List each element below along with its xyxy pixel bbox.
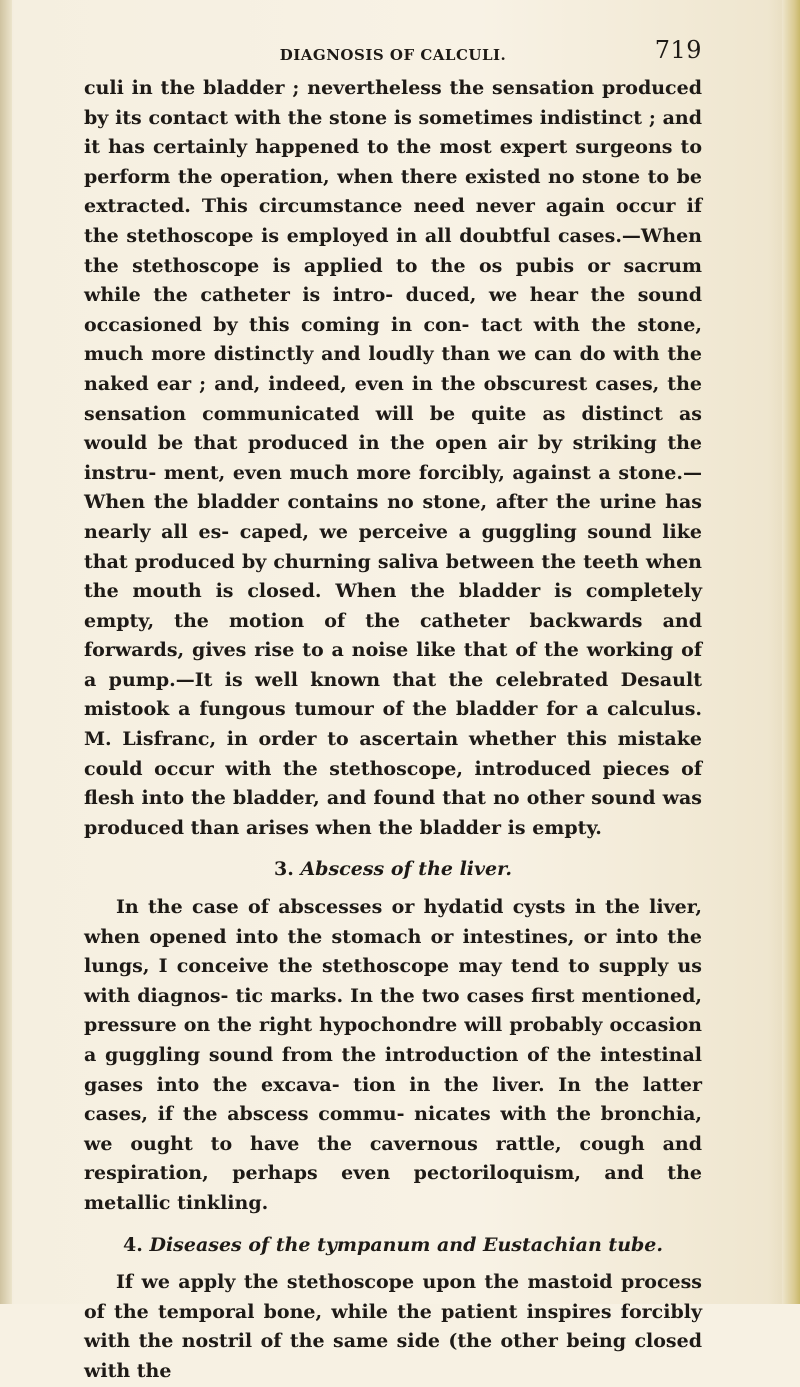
page-number: 719 (654, 36, 702, 64)
running-header (84, 34, 702, 74)
paragraph-calculi: culi in the bladder ; nevertheless the sensation produced by its contact with the stone is sometimes indistinct ; and it has certainly happened to the most expert surgeons to perform the operation, when there existed no stone to be extracted. This circumstance need never again occur if the stethoscope is employed in all doubtful cases.—When the stethoscope is applied to the os pubis or sacrum while the catheter is intro- duced, we hear the sound occasioned by this coming in con- tact with the stone, much more distinctly and loudly than we can do with the naked ear ; and, indeed, even in the obscurest cases, the sensation communicated will be quite as distinct as would be that produced in the open air by striking the instru- ment, even much more forcibly, against a stone.—When the bladder contains no stone, after the urine has nearly all es- caped, we perceive a guggling sound like that produced by churning saliva between the teeth when the mouth is closed. When the bladder is completely empty, the motion of the catheter backwards and forwards, gives rise to a noise like that of the working of a pump.—It is well known that the celebrated Desault mistook a fungous tumour of the bladder for a calculus. M. Lisfranc, in order to ascertain whether this mistake could occur with the stethoscope, introduced pieces of flesh into the bladder, and found that no other sound was produced than arises when the bladder is empty. (84, 77, 702, 839)
section-heading-liver (84, 855, 702, 885)
section-number: 4. (123, 1233, 143, 1256)
page-text (84, 34, 702, 1387)
section-number: 3. (273, 858, 294, 881)
page-left-edge (0, 0, 12, 1304)
paragraph-tympanum: If we apply the stethoscope upon the mastoid process of the temporal bone, while the patient inspires forcibly with the nostril of the same side (the other being closed with the (84, 1271, 702, 1382)
section-heading-tympanum (84, 1231, 702, 1261)
section-title: Diseases of the tympanum and Eustachian tube. (149, 1233, 663, 1256)
paragraph-liver: In the case of abscesses or hydatid cysts in the liver, when opened into the stomach or intestines, or into the lungs, I conceive the stethoscope may tend to supply us with diagnos- tic marks. In the two cases first mentioned, pressure on the right hypochondre will probably occasion a guggling sound from the introduction of the intestinal gases into the excava- tion in the liver. In the latter cases, if the abscess commu- nicates with the bronchia, we ought to have the cavernous rattle, cough and respiration, perhaps even pectoriloquism, and the metallic tinkling. (84, 896, 702, 1214)
page-right-edge (782, 0, 800, 1304)
section-title: Abscess of the liver. (300, 858, 513, 881)
running-title: DIAGNOSIS OF CALCULI. (279, 46, 507, 64)
